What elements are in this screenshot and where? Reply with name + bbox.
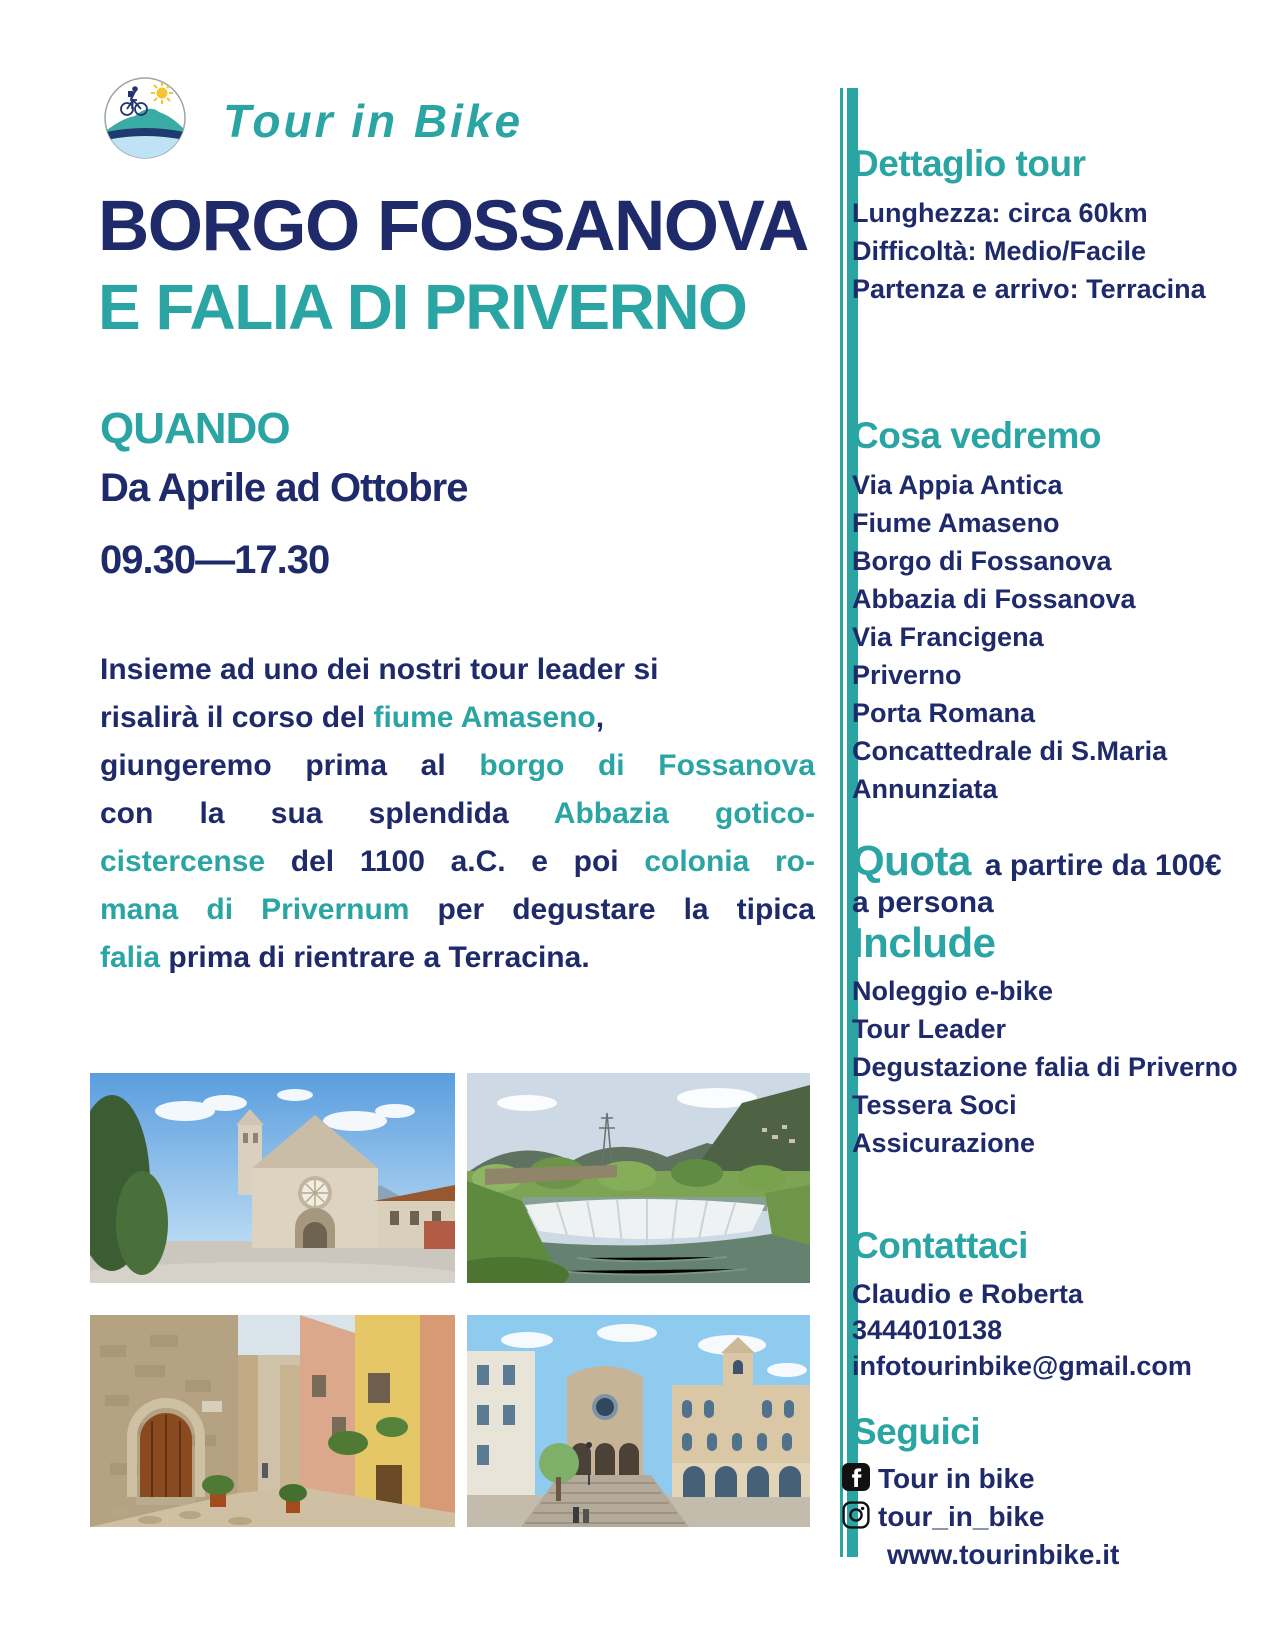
section-cosa-vedremo (852, 412, 1257, 808)
sight-item: Via Appia Antica (852, 470, 1063, 500)
page-title-line1: BORGO FOSSANOVA (98, 187, 808, 266)
quota-heading: Quota (852, 837, 971, 884)
contattaci-lines (852, 1276, 1257, 1384)
include-item: Degustazione falia di Priverno (852, 1052, 1238, 1082)
facebook-handle: Tour in bike (878, 1463, 1035, 1494)
section-contattaci (852, 1222, 1257, 1384)
include-item: Tessera Soci (852, 1090, 1017, 1120)
paragraph-line: con la sua splendida Abbazia gotico- (100, 797, 815, 830)
bike-logo-icon (103, 76, 187, 165)
dettaglio-lines (852, 194, 1257, 308)
when-hours: 09.30—17.30 (100, 538, 330, 582)
sight-item: Via Francigena (852, 622, 1044, 652)
quota-row (852, 838, 1257, 884)
dettaglio-line: Lunghezza: circa 60km (852, 198, 1148, 228)
include-item: Noleggio e-bike (852, 976, 1054, 1006)
contact-line: 3444010138 (852, 1315, 1003, 1345)
contattaci-heading: Contattaci (852, 1225, 1028, 1266)
include-heading: Include (852, 919, 996, 966)
brand-name: Tour in Bike (223, 94, 524, 147)
divider-thin-line (840, 88, 843, 1557)
include-item: Assicurazione (852, 1128, 1036, 1158)
sight-item: Fiume Amaseno (852, 508, 1060, 538)
seguici-heading: Seguici (852, 1411, 981, 1452)
section-quota-include (852, 838, 1257, 1162)
sight-item: Concattedrale di S.Maria Annunziata (852, 736, 1168, 804)
include-item: Tour Leader (852, 1014, 1007, 1044)
photo-piazza-di-priverno (467, 1315, 810, 1527)
when-period: Da Aprile ad Ottobre (100, 466, 468, 510)
dettaglio-line: Partenza e arrivo: Terracina (852, 274, 1206, 304)
instagram-handle: tour_in_bike (878, 1501, 1045, 1532)
page-title-line2: E FALIA DI PRIVERNO (98, 271, 747, 343)
sight-item: Borgo di Fossanova (852, 546, 1112, 576)
section-seguici (840, 1408, 1260, 1574)
tour-description (100, 646, 815, 982)
paragraph-line: Insieme ad uno dei nostri tour leader si (100, 653, 659, 686)
instagram-icon (842, 1501, 870, 1534)
contact-line: Claudio e Roberta (852, 1279, 1084, 1309)
dettaglio-line: Difficoltà: Medio/Facile (852, 236, 1147, 266)
quota-price: a partire da 100€ (984, 849, 1222, 882)
paragraph-line: cistercense del 1100 a.C. e poi colonia ro- (100, 845, 815, 878)
photo-cascata-fiume-amaseno (467, 1073, 810, 1283)
facebook-row (842, 1460, 1260, 1498)
cosa-vedremo-heading: Cosa vedremo (852, 415, 1101, 456)
quota-per-person: a persona (852, 886, 994, 919)
photo-abbazia-di-fossanova (90, 1073, 455, 1283)
contact-line: infotourinbike@gmail.com (852, 1351, 1192, 1381)
paragraph-line: falia prima di rientrare a Terracina. (100, 941, 590, 974)
facebook-icon (842, 1463, 870, 1496)
include-list (852, 972, 1257, 1162)
instagram-row (842, 1498, 1260, 1536)
photo-vicolo-medievale (90, 1315, 455, 1527)
sight-item: Porta Romana (852, 698, 1036, 728)
sight-item: Abbazia di Fossanova (852, 584, 1136, 614)
section-dettaglio-tour (852, 140, 1257, 308)
paragraph-line: risalirà il corso del fiume Amaseno, (100, 701, 605, 734)
when-heading: QUANDO (100, 404, 290, 453)
cosa-vedremo-list (852, 466, 1257, 808)
website-url: www.tourinbike.it (887, 1539, 1120, 1570)
sight-item: Priverno (852, 660, 962, 690)
logo (103, 76, 523, 165)
paragraph-line: giungeremo prima al borgo di Fossanova (100, 749, 815, 782)
dettaglio-heading: Dettaglio tour (852, 143, 1086, 184)
paragraph-line: mana di Privernum per degustare la tipica (100, 893, 815, 926)
